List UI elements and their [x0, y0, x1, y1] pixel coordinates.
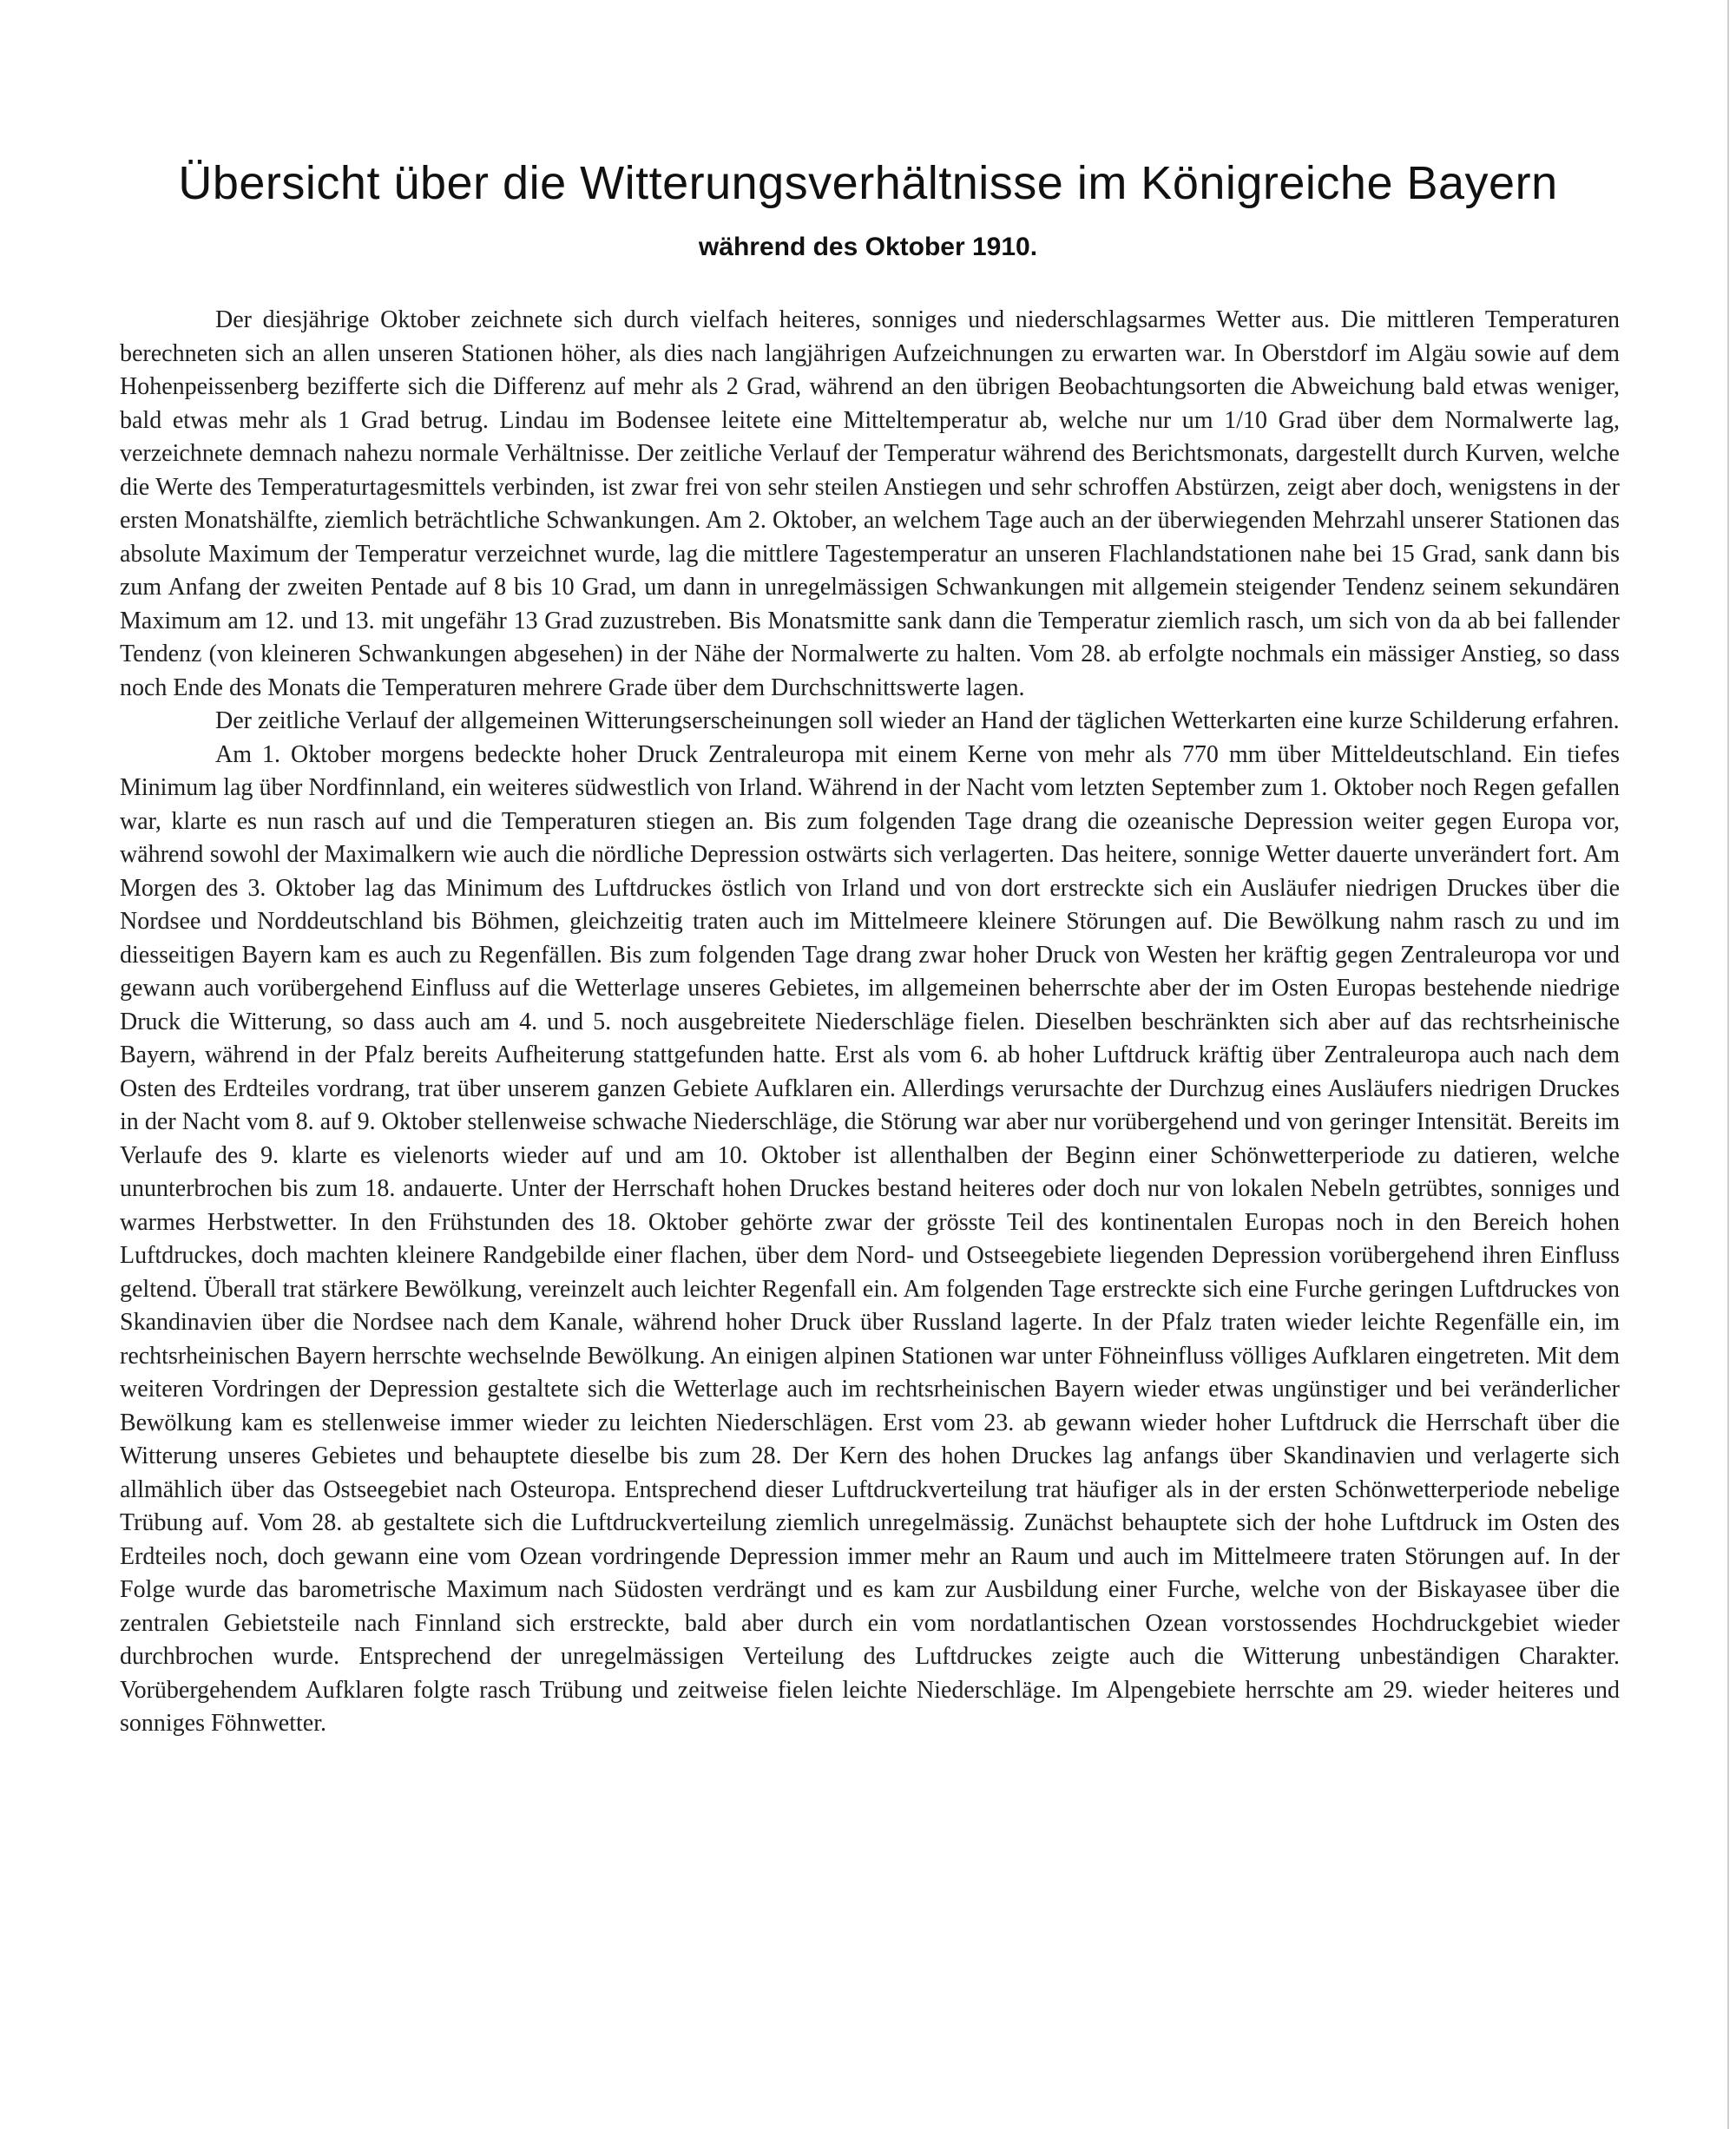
paragraph-weather-course: Am 1. Oktober morgens bedeckte hoher Druck Zentraleuropa mit einem Kerne von mehr als 770 mm über Mitteldeutschland. Ein tiefes Minimum lag über Nordfinnland, ein weiteres südwestlich von Irland. Während in der Nacht vom letzten September zum 1. Oktober noch Regen gefallen war, klarte es nun rasch auf und die Temperaturen stiegen an. Bis zum folgenden Tage drang die ozeanische Depression weiter gegen Europa vor, während sowohl der Maximalkern wie auch die nördliche Depression ostwärts sich verlagerten. Das heitere, sonnige Wetter dauerte unverändert fort. Am Morgen des 3. Oktober lag das Minimum des Luftdruckes östlich von Irland und von dort erstreckte sich ein Ausläufer niedrigen Druckes über die Nordsee und Norddeutschland bis Böhmen, gleichzeitig traten auch im Mittelmeere kleinere Störungen auf. Die Bewölkung nahm rasch zu und im diesseitigen Bayern kam es auch zu Regenfällen. Bis zum folgenden Tage drang zwar hoher Druck von Westen her kräftig gegen Zentraleuropa vor und gewann auch vorübergehend Einfluss auf die Wetterlage unseres Gebietes, im allgemeinen beherrschte aber der im Osten Europas bestehende niedrige Druck die Witterung, so dass auch am 4. und 5. noch ausgebreitete Niederschläge fielen. Dieselben beschränkten sich aber auf das rechtsrheinische Bayern, während in der Pfalz bereits Aufheiterung stattgefunden hatte. Erst als vom 6. ab hoher Luftdruck kräftig über Zentraleuropa auch nach dem Osten des Erdteiles vordrang, trat über unserem ganzen Gebiete Aufklaren ein. Allerdings verursachte der Durchzug eines Ausläufers niedrigen Druckes in der Nacht vom 8. auf 9. Oktober stellenweise schwache Niederschläge, die Störung war aber nur vorübergehend und von geringer Intensität. Bereits im Verlaufe des 9. klarte es vielenorts wieder auf und am 10. Oktober ist allenthalben der Beginn einer Schönwetterperiode zu datieren, welche ununterbrochen bis zum 18. andauerte. Unter der Herrschaft hohen Druckes bestand heiteres oder doch nur von lokalen Nebeln getrübtes, sonniges und warmes Herbstwetter. In den Frühstunden des 18. Oktober gehörte zwar der grösste Teil des kontinentalen Europas noch in den Bereich hohen Luftdruckes, doch machten kleinere Randgebilde einer flachen, über dem Nord- und Ostseegebiete liegenden Depression vorübergehend ihren Einfluss geltend. Überall trat stärkere Bewölkung, vereinzelt auch leichter Regenfall ein. Am folgenden Tage erstreckte sich eine Furche geringen Luftdruckes von Skandinavien über die Nordsee nach dem Kanale, während hoher Druck über Russland lagerte. In der Pfalz traten wieder leichte Regenfälle ein, im rechtsrheinischen Bayern herrschte wechselnde Bewölkung. An einigen alpinen Stationen war unter Föhneinfluss völliges Aufklaren eingetreten. Mit dem weiteren Vordringen der Depression gestaltete sich die Wetterlage auch im rechtsrheinischen Bayern wieder etwas ungünstiger und bei veränderlicher Bewölkung kam es stellenweise immer wieder zu leichten Niederschlägen. Erst vom 23. ab gewann wieder hoher Luftdruck die Herrschaft über die Witterung unseres Gebietes und behauptete dieselbe bis zum 28. Der Kern des hohen Druckes lag anfangs über Skandinavien und verlagerte sich allmählich über das Ostseegebiet nach Osteuropa. Entsprechend dieser Luftdruckverteilung trat häufiger als in der ersten Schönwetterperiode nebelige Trübung auf. Vom 28. ab gestaltete sich die Luftdruckverteilung ziemlich unregelmässig. Zunächst behauptete sich der hohe Luftdruck im Osten des Erdteiles noch, doch gewann eine vom Ozean vordringende Depression immer mehr an Raum und auch im Mittelmeere traten Störungen auf. In der Folge wurde das barometrische Maximum nach Südosten verdrängt und es kam zur Ausbildung einer Furche, welche von der Biskayasee über die zentralen Gebietsteile nach Finnland sich erstreckte, bald aber durch ein vom nordatlantischen Ozean vorstossendes Hochdruckgebiet wieder durchbrochen wurde. Entsprechend der unregelmässigen Verteilung des Luftdruckes zeigte auch die Witterung unbeständigen Charakter. Vorübergehendem Aufklaren folgte rasch Trübung und zeitweise fielen leichte Niederschläge. Im Alpengebiete herrschte am 29. wieder heiteres und sonniges Föhnwetter. [120, 740, 1620, 1737]
document-body [120, 304, 1620, 1741]
document-title: Übersicht über die Witterungsverhältnisse im Königreiche Bayern [178, 157, 1558, 209]
document-subtitle: während des Oktober 1910. [698, 233, 1038, 261]
page-edge-line [1727, 0, 1729, 2129]
paragraph-temperature: Der diesjährige Oktober zeichnete sich durch vielfach heiteres, sonniges und niederschlagsarmes Wetter aus. Die mittleren Temperaturen berechneten sich an allen unseren Stationen höher, als dies nach langjährigen Aufzeichnungen zu erwarten war. In Oberstdorf im Algäu sowie auf dem Hohenpeissenberg bezifferte sich die Differenz auf mehr als 2 Grad, während an den übrigen Beobachtungsorten die Abweichung bald etwas weniger, bald etwas mehr als 1 Grad betrug. Lindau im Bodensee leitete eine Mitteltemperatur ab, welche nur um 1/10 Grad über dem Normalwerte lag, verzeichnete demnach nahezu normale Verhältnisse. Der zeitliche Verlauf der Temperatur während des Berichtsmonats, dargestellt durch Kurven, welche die Werte des Temperaturtagesmittels verbinden, ist zwar frei von sehr steilen Anstiegen und sehr schroffen Abstürzen, zeigt aber doch, wenigstens in der ersten Monatshälfte, ziemlich beträchtliche Schwankungen. Am 2. Oktober, an welchem Tage auch an der überwiegenden Mehrzahl unserer Stationen das absolute Maximum der Temperatur verzeichnet wurde, lag die mittlere Tagestemperatur an unseren Flachlandstationen nahe bei 15 Grad, sank dann bis zum Anfang der zweiten Pentade auf 8 bis 10 Grad, um dann in unregelmässigen Schwankungen mit allgemein steigender Tendenz seinem sekundären Maximum am 12. und 13. mit ungefähr 13 Grad zuzustreben. Bis Monatsmitte sank dann die Temperatur ziemlich rasch, um sich von da ab bei fallender Tendenz (von kleineren Schwankungen abgesehen) in der Nähe der Normalwerte zu halten. Vom 28. ab erfolgte nochmals ein mässiger Anstieg, so dass noch Ende des Monats die Temperaturen mehrere Grade über dem Durchschnittswerte lagen. [120, 306, 1620, 701]
paragraph-intro-weather: Der zeitliche Verlauf der allgemeinen Witterungserscheinungen soll wieder an Hand der täglichen Wetterkarten eine kurze Schilderung erfahren. [215, 707, 1620, 734]
